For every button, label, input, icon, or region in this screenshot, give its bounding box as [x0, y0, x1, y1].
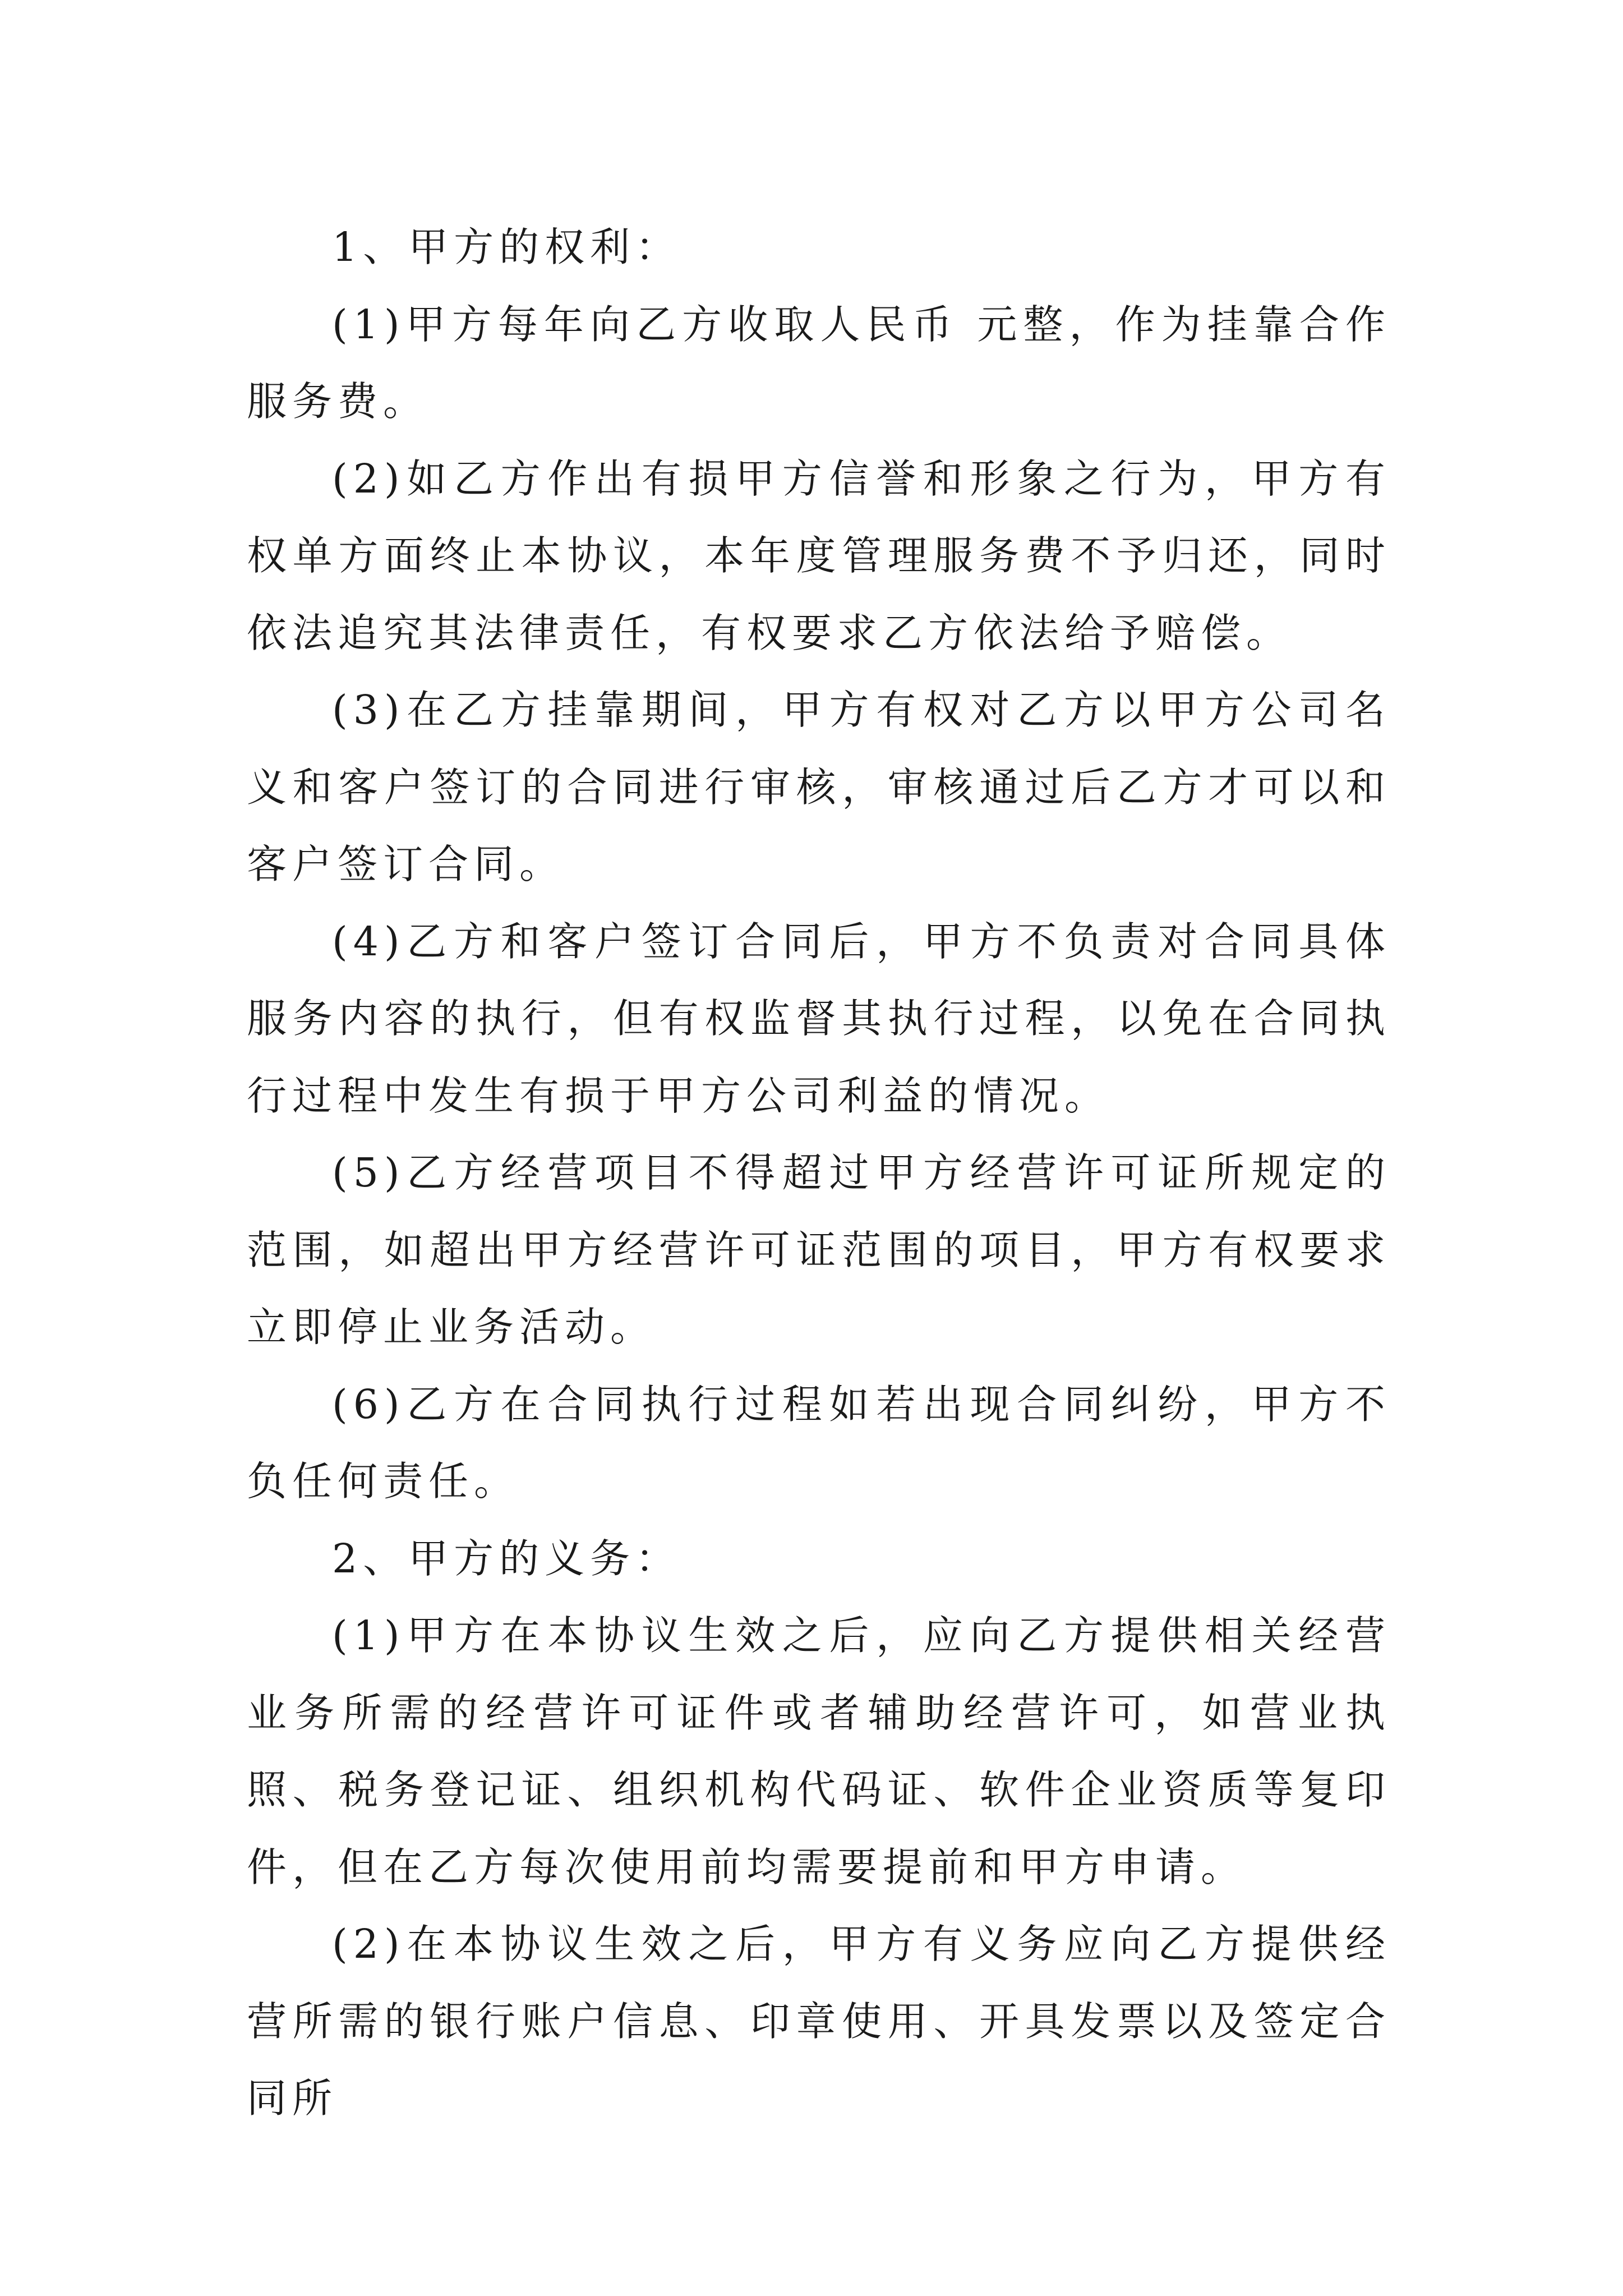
heading-party-a-rights: 1、甲方的权利： [332, 224, 681, 270]
clause-rights-3: (3)在乙方挂靠期间，甲方有权对乙方以甲方公司名义和客户签订的合同进行审核，审核通过后乙方才可以和客户签订合同。 [247, 687, 1391, 887]
document-body [247, 209, 1391, 2137]
clause-rights-1: (1)甲方每年向乙方收取人民币 元整，作为挂靠合作服务费。 [247, 301, 1391, 425]
clause-obligations-2: (2)在本协议生效之后，甲方有义务应向乙方提供经营所需的银行账户信息、印章使用、开具发票以及签定合同所 [247, 1921, 1391, 2122]
clause-rights-4: (4)乙方和客户签订合同后，甲方不负责对合同具体服务内容的执行，但有权监督其执行过程，以免在合同执行过程中发生有损于甲方公司利益的情况。 [247, 918, 1391, 1119]
clause-rights-6: (6)乙方在合同执行过程如若出现合同纠纷，甲方不负任何责任。 [247, 1381, 1391, 1504]
clause-obligations-1: (1)甲方在本协议生效之后，应向乙方提供相关经营业务所需的经营许可证件或者辅助经营许可，如营业执照、税务登记证、组织机构代码证、软件企业资质等复印件，但在乙方每次使用前均需要提前和甲方申请。 [247, 1612, 1391, 1890]
clause-rights-5: (5)乙方经营项目不得超过甲方经营许可证所规定的范围，如超出甲方经营许可证范围的项目，甲方有权要求立即停止业务活动。 [247, 1149, 1391, 1350]
clause-rights-2: (2)如乙方作出有损甲方信誉和形象之行为，甲方有权单方面终止本协议，本年度管理服务费不予归还，同时依法追究其法律责任，有权要求乙方依法给予赔偿。 [247, 455, 1391, 656]
heading-party-a-obligations: 2、甲方的义务： [332, 1535, 681, 1582]
